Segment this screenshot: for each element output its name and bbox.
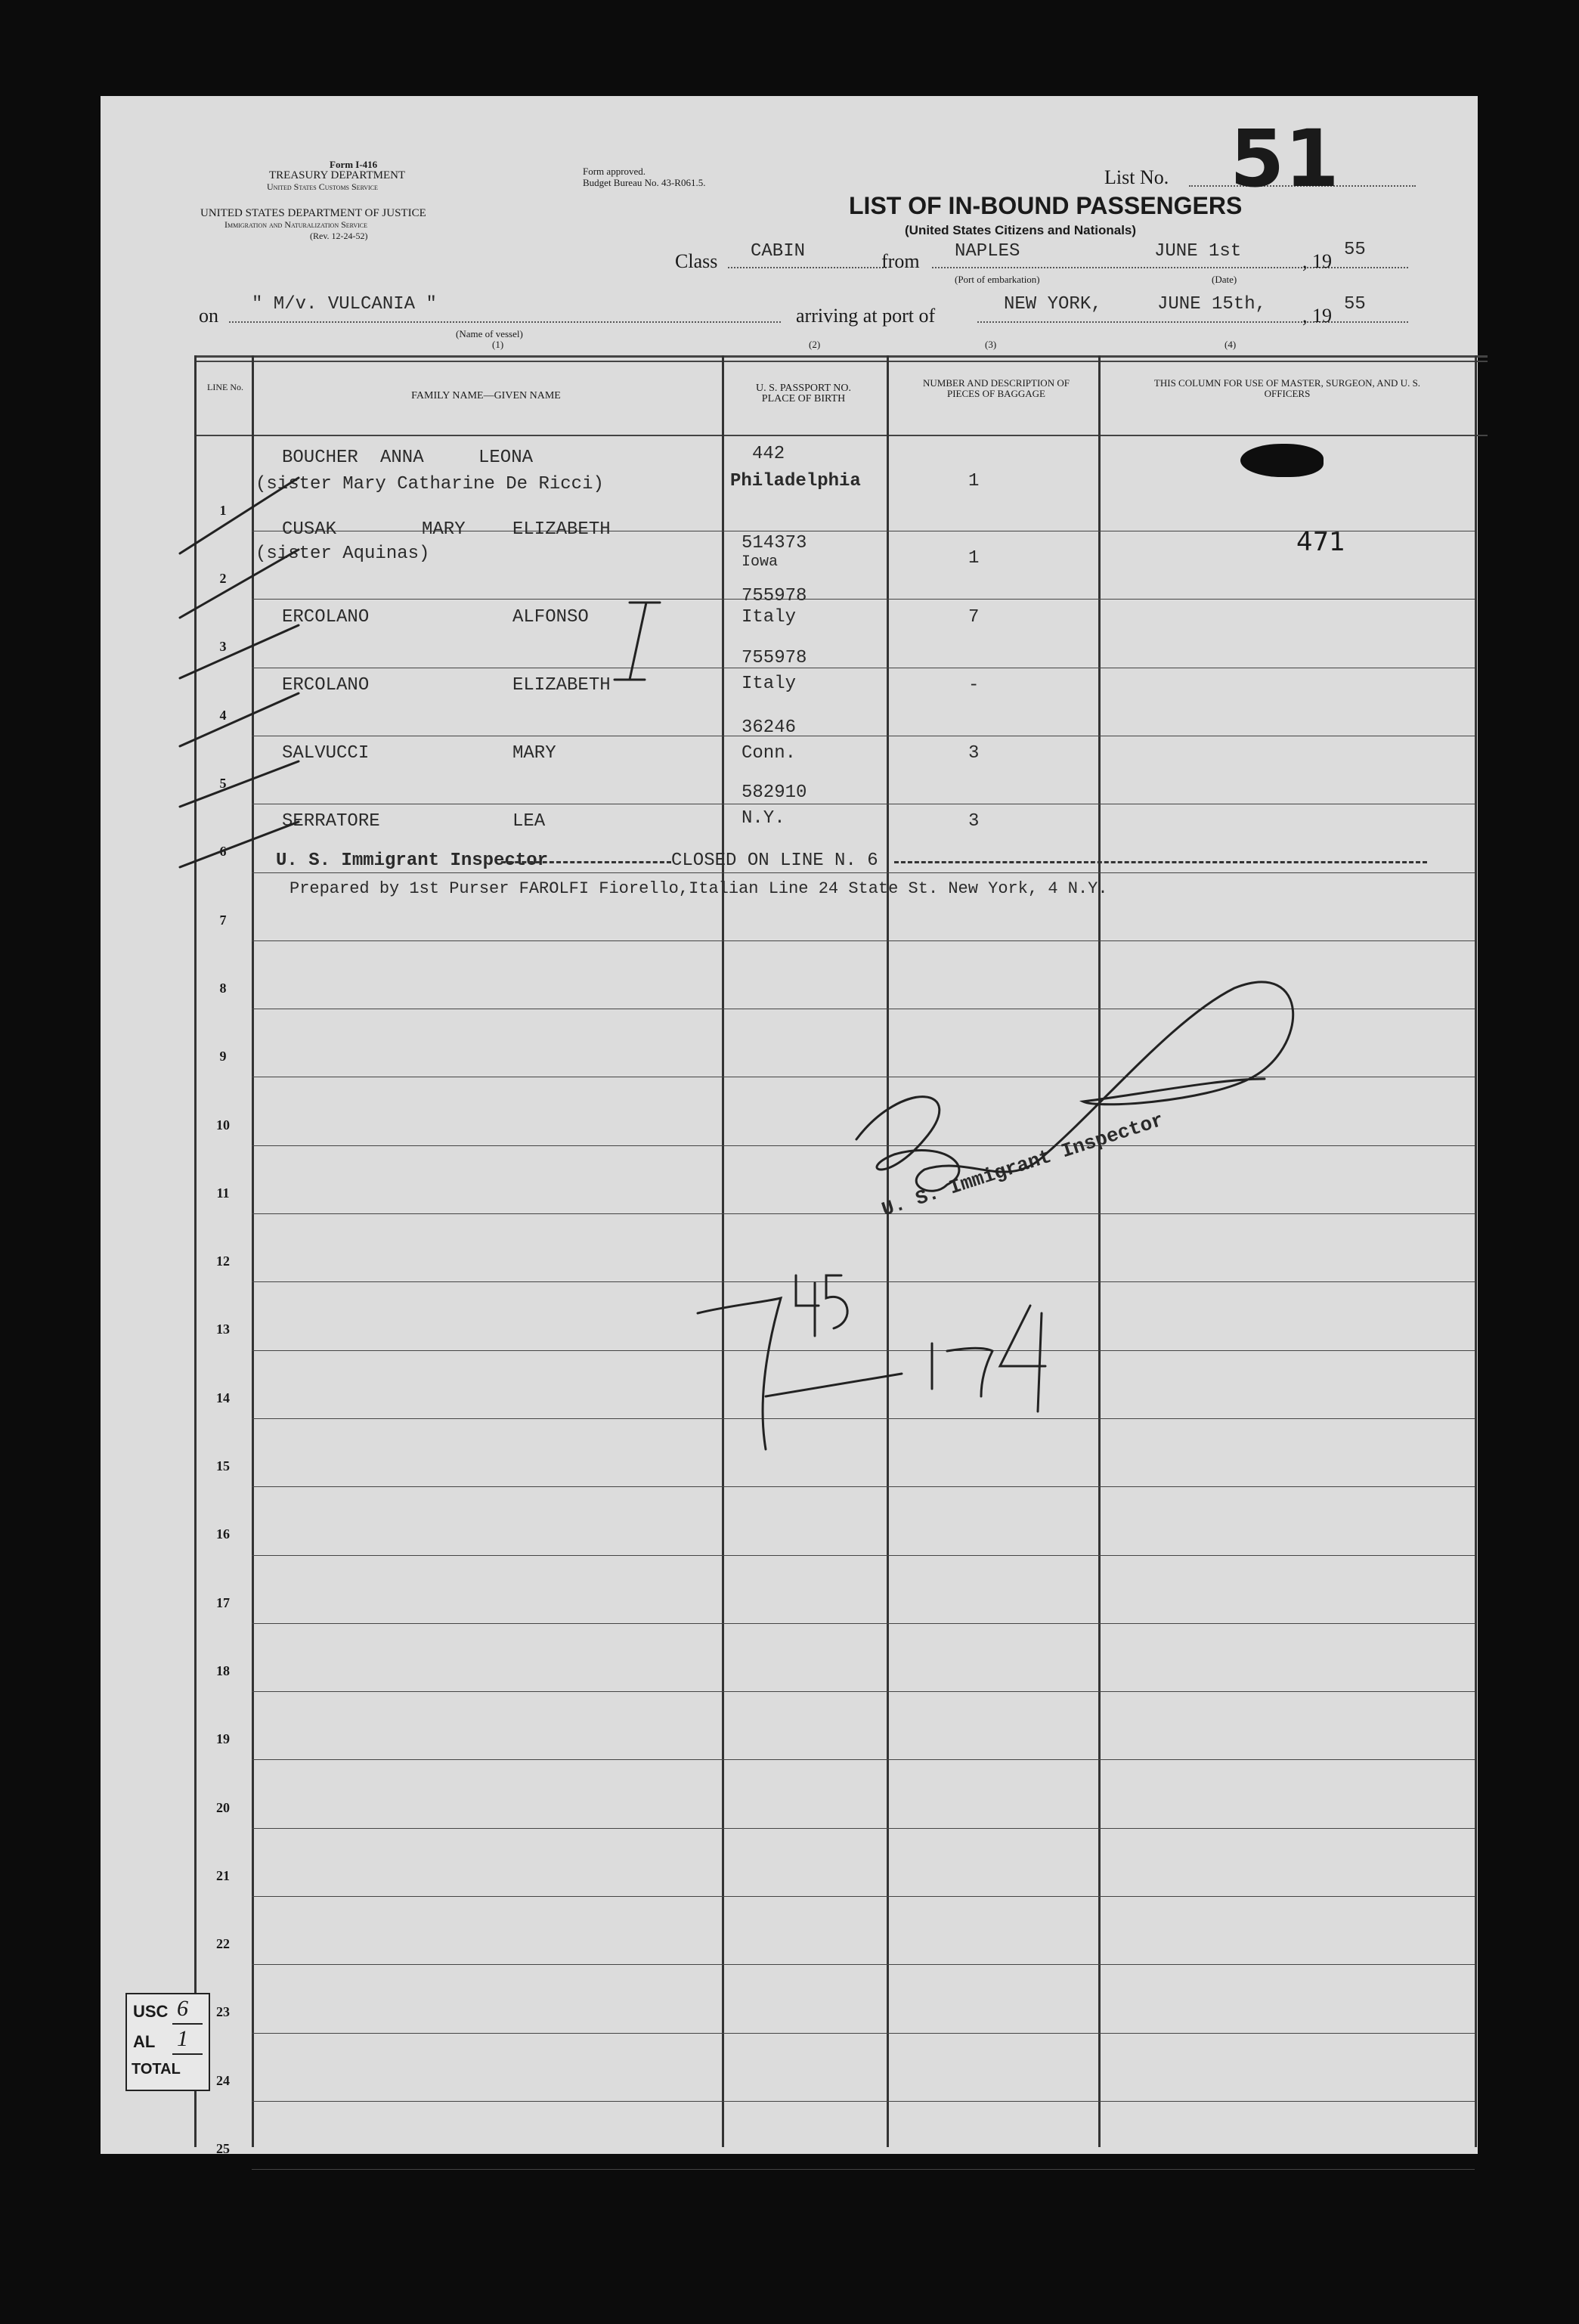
line-number: 6 xyxy=(219,844,227,860)
row-rule xyxy=(252,1896,1475,1897)
baggage-count: - xyxy=(968,675,980,696)
religious-name: (sister Aquinas) xyxy=(255,544,430,564)
row-rule xyxy=(252,2169,1475,2170)
al-label: AL xyxy=(133,2032,156,2051)
row-rule xyxy=(252,1828,1475,1829)
handwritten-17 xyxy=(932,1306,1045,1411)
line-number: 7 xyxy=(219,912,227,928)
usc-label: USC xyxy=(133,2002,169,2021)
line-number: 14 xyxy=(216,1390,230,1405)
religious-name: (sister Mary Catharine De Ricci) xyxy=(255,474,604,494)
line-number: 1 xyxy=(219,502,227,518)
line-number: 15 xyxy=(216,1458,230,1474)
birthplace: Italy xyxy=(742,607,797,627)
col-divider-1 xyxy=(194,355,197,2147)
line-number: 23 xyxy=(216,2004,230,2020)
vessel-caption-num: (1) xyxy=(492,339,504,350)
class-underline xyxy=(728,267,887,268)
ins-service: Immigration and Naturalization Service xyxy=(224,219,368,230)
tick-mark xyxy=(180,625,299,678)
handwriting-overlay xyxy=(101,96,1478,2154)
row-rule xyxy=(252,872,1475,873)
port-caption: (Port of embarkation) xyxy=(955,274,1040,285)
handwritten-slash xyxy=(766,1374,902,1396)
line-number: 4 xyxy=(219,707,227,723)
baggage-count: 1 xyxy=(968,548,980,569)
tally-underline xyxy=(172,2053,203,2055)
table-top-rule-2 xyxy=(195,361,1488,362)
arrival-date: JUNE 15th, xyxy=(1157,294,1267,315)
rotated-inspector-stamp: U. S. Immigrant Inspector xyxy=(879,1108,1167,1222)
family-name: SALVUCCI xyxy=(282,743,370,764)
closing-dashes-left xyxy=(501,861,671,863)
row-rule xyxy=(252,940,1475,941)
passport-no: 582910 xyxy=(742,782,807,803)
col-header-passport: U. S. PASSPORT NO. PLACE OF BIRTH xyxy=(756,383,851,404)
customs-service: United States Customs Service xyxy=(267,181,378,192)
class-value: CABIN xyxy=(751,241,806,262)
tick-mark xyxy=(180,761,299,807)
row-rule xyxy=(252,1418,1475,1419)
line-number: 20 xyxy=(216,1799,230,1815)
closed-on-line: CLOSED ON LINE N. 6 xyxy=(671,851,878,871)
on-label: on xyxy=(199,305,218,327)
row-rule xyxy=(252,1623,1475,1624)
page-subtitle: (United States Citizens and Nationals) xyxy=(905,223,1137,237)
col2-number: (2) xyxy=(809,339,821,350)
col-divider-4 xyxy=(887,355,889,2147)
total-label: TOTAL xyxy=(132,2061,181,2078)
list-number: 51 xyxy=(1230,113,1339,205)
handwritten-7 xyxy=(698,1298,781,1449)
line-number: 9 xyxy=(219,1049,227,1064)
line-number: 17 xyxy=(216,1594,230,1610)
revision: (Rev. 12-24-52) xyxy=(310,231,368,241)
al-value: 1 xyxy=(177,2026,188,2051)
birthplace: Philadelphia xyxy=(730,471,861,491)
middle-name: ELIZABETH xyxy=(512,519,611,540)
row-rule xyxy=(252,1759,1475,1760)
arrival-port: NEW YORK, xyxy=(1004,294,1102,315)
page-title: LIST OF IN-BOUND PASSENGERS xyxy=(849,192,1243,219)
birthplace: Iowa xyxy=(742,553,779,571)
from-value: NAPLES xyxy=(955,241,1020,262)
from-underline xyxy=(932,267,1408,268)
row-rule xyxy=(252,1964,1475,1965)
row-rule xyxy=(252,1691,1475,1692)
col-divider-2 xyxy=(252,355,254,2147)
row-rule xyxy=(252,2033,1475,2034)
line-number: 5 xyxy=(219,776,227,792)
row-rule xyxy=(252,1555,1475,1556)
list-no-label: List No. xyxy=(1104,166,1169,188)
vessel-underline xyxy=(229,321,781,323)
date-caption: (Date) xyxy=(1212,274,1237,285)
family-name: BOUCHER xyxy=(282,448,358,468)
arriving-label: arriving at port of xyxy=(796,305,936,327)
arrival-year: 55 xyxy=(1344,294,1366,315)
birthplace: Conn. xyxy=(742,743,797,764)
line-number: 16 xyxy=(216,1526,230,1542)
row-rule xyxy=(252,1486,1475,1487)
row-rule xyxy=(252,2101,1475,2102)
line-number: 18 xyxy=(216,1662,230,1678)
row-rule xyxy=(252,1213,1475,1214)
baggage-count: 7 xyxy=(968,607,980,627)
given-name: MARY xyxy=(512,743,556,764)
closing-dashes xyxy=(894,861,1427,863)
vessel-name: " M/v. VULCANIA " xyxy=(252,294,437,315)
line-number: 8 xyxy=(219,980,227,996)
col-header-name: FAMILY NAME—GIVEN NAME xyxy=(411,390,561,401)
arrival-underline xyxy=(977,321,1408,323)
col3-number: (3) xyxy=(985,339,997,350)
passenger-list-sheet xyxy=(101,96,1478,2157)
line-number: 21 xyxy=(216,1867,230,1883)
tally-box xyxy=(125,1993,210,2091)
birthplace: Italy xyxy=(742,674,797,694)
line-number: 22 xyxy=(216,1936,230,1952)
baggage-count: 3 xyxy=(968,811,980,832)
given-name: ALFONSO xyxy=(512,607,589,627)
given-name: MARY xyxy=(422,519,466,540)
row-rule xyxy=(252,1350,1475,1351)
year-prefix: , 19 xyxy=(1302,250,1332,272)
passport-no: 442 xyxy=(752,444,785,464)
baggage-count: 3 xyxy=(968,743,980,764)
table-top-rule xyxy=(195,355,1488,358)
col-header-line: LINE No. xyxy=(207,382,243,392)
col4-number: (4) xyxy=(1224,339,1237,350)
officer-note: 471 xyxy=(1296,527,1345,557)
passport-no: 514373 xyxy=(742,533,807,553)
col-divider-3 xyxy=(722,355,724,2147)
prepared-by: Prepared by 1st Purser FAROLFI Fiorello,Italian Line 24 State St. New York, 4 N.Y. xyxy=(289,879,1108,898)
tick-mark xyxy=(180,693,299,746)
vessel-caption: (Name of vessel) xyxy=(456,328,523,339)
given-name: ANNA xyxy=(380,448,424,468)
passport-no: 36246 xyxy=(742,717,797,738)
line-number: 11 xyxy=(216,1185,230,1201)
year-value: 55 xyxy=(1344,240,1366,260)
line-number: 10 xyxy=(216,1117,230,1133)
birthplace: N.Y. xyxy=(742,808,785,829)
line-number: 13 xyxy=(216,1322,230,1337)
treasury-dept: TREASURY DEPARTMENT xyxy=(269,169,406,181)
passport-no: 755978 xyxy=(742,586,807,606)
usc-value: 6 xyxy=(177,1996,188,2021)
family-name: ERCOLANO xyxy=(282,607,370,627)
officer-blot xyxy=(1240,444,1324,477)
col-divider-5 xyxy=(1098,355,1101,2147)
row-rule xyxy=(252,599,1475,600)
form-approved: Form approved. xyxy=(583,166,646,177)
family-name: CUSAK xyxy=(282,519,337,540)
bracket-mark xyxy=(615,603,660,680)
date-value: JUNE 1st xyxy=(1154,241,1242,262)
arrival-year-prefix: , 19 xyxy=(1302,305,1332,327)
budget-bureau: Budget Bureau No. 43-R061.5. xyxy=(583,177,706,188)
middle-name: LEONA xyxy=(478,448,534,468)
line-number: 19 xyxy=(216,1731,230,1747)
col-header-officers: THIS COLUMN FOR USE OF MASTER, SURGEON, AND U. S. OFFICERS xyxy=(1153,377,1421,399)
line-number: 12 xyxy=(216,1253,230,1269)
inspector-stamp: U. S. Immigrant Inspector xyxy=(276,851,549,871)
baggage-count: 1 xyxy=(968,471,980,491)
line-number: 24 xyxy=(216,2072,230,2088)
col-header-baggage: NUMBER AND DESCRIPTION OF PIECES OF BAGGAGE xyxy=(923,377,1070,399)
header-bottom-rule xyxy=(195,435,1488,436)
line-number: 3 xyxy=(219,639,227,655)
passport-no: 755978 xyxy=(742,648,807,668)
line-number: 2 xyxy=(219,571,227,587)
col-divider-6 xyxy=(1475,355,1477,2147)
class-label: Class xyxy=(675,250,718,272)
given-name: LEA xyxy=(512,811,546,832)
row-rule xyxy=(252,1281,1475,1282)
line-number: 25 xyxy=(216,2141,230,2157)
tally-underline xyxy=(172,2023,203,2025)
family-name: ERCOLANO xyxy=(282,675,370,696)
family-name: SERRATORE xyxy=(282,811,380,832)
form-number: Form I-416 xyxy=(330,159,378,170)
handwritten-45 xyxy=(796,1275,847,1336)
from-label: from xyxy=(881,250,920,272)
justice-dept: UNITED STATES DEPARTMENT OF JUSTICE xyxy=(200,207,426,219)
row-rule xyxy=(252,1145,1475,1146)
given-name: ELIZABETH xyxy=(512,675,611,696)
